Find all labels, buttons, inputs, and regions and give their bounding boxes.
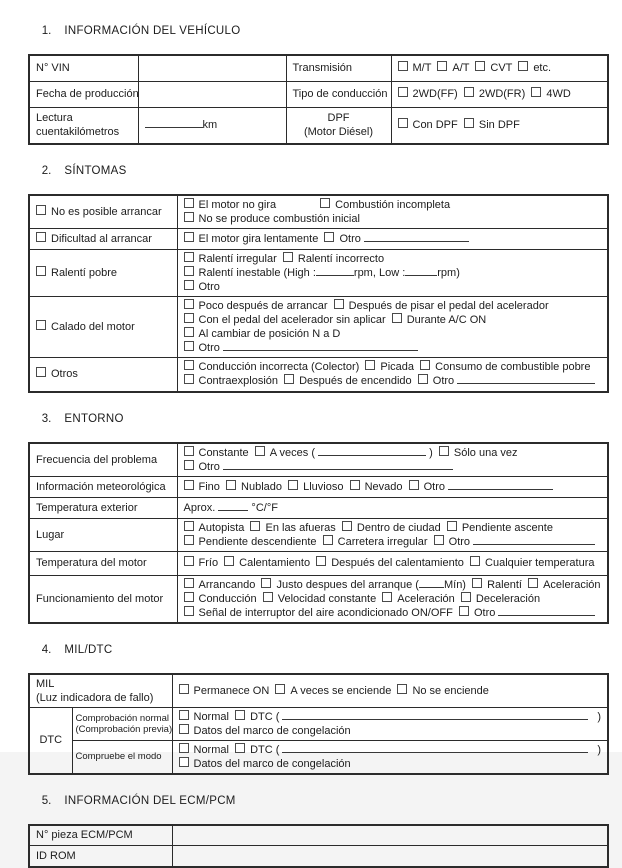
checkbox-icon[interactable] xyxy=(447,521,457,531)
form-cell xyxy=(286,107,391,144)
cell-text: Ralentí pobre xyxy=(51,267,118,279)
cell-text: Datos del marco de congelación xyxy=(193,757,351,770)
checkbox-icon[interactable] xyxy=(324,232,334,242)
blank-line[interactable] xyxy=(282,716,588,720)
cell-text: N° VIN xyxy=(36,62,70,75)
form-cell xyxy=(29,674,172,708)
blank-line[interactable] xyxy=(282,749,588,753)
checkbox-icon[interactable] xyxy=(184,299,194,309)
cell-text: Compruebe el modo xyxy=(75,751,162,762)
cell-text: Durante A/C ON xyxy=(406,314,487,326)
checkbox-icon[interactable] xyxy=(179,684,189,694)
form-table-2 xyxy=(28,194,609,393)
form-table-5 xyxy=(28,824,609,868)
checkbox-icon[interactable] xyxy=(36,205,46,215)
form-cell xyxy=(172,846,608,867)
checkbox-icon[interactable] xyxy=(518,61,528,71)
checkbox-icon[interactable] xyxy=(184,252,194,262)
cell-text: Transmisión xyxy=(292,62,352,75)
form-cell xyxy=(29,575,177,623)
section-heading xyxy=(29,401,608,437)
cell-text: Aprox. xyxy=(183,501,219,514)
checkbox-icon[interactable] xyxy=(342,521,352,531)
checkbox-icon[interactable] xyxy=(250,521,260,531)
section-title: SÍNTOMAS xyxy=(64,165,127,177)
checkbox-icon[interactable] xyxy=(472,578,482,588)
form-cell xyxy=(177,518,608,551)
cell-text: Permanece ON xyxy=(193,684,276,697)
cell-text: ) xyxy=(594,743,601,756)
checkbox-icon[interactable] xyxy=(184,266,194,276)
cell-text: Sin DPF xyxy=(478,119,520,132)
form-table-4 xyxy=(28,673,609,775)
cell-text: Aceleración xyxy=(543,578,601,591)
form-cell xyxy=(29,707,72,774)
form-cell xyxy=(391,55,608,81)
checkbox-icon[interactable] xyxy=(275,684,285,694)
cell-text: Calentamiento xyxy=(239,557,317,569)
form-cell xyxy=(286,55,391,81)
form-cell xyxy=(177,551,608,575)
cell-text: Otro xyxy=(423,480,449,493)
checkbox-icon[interactable] xyxy=(365,360,375,370)
checkbox-icon[interactable] xyxy=(184,374,194,384)
cell-text: Contraexplosión xyxy=(198,375,285,388)
checkbox-icon[interactable] xyxy=(184,535,194,545)
section-heading xyxy=(29,783,608,819)
table-row xyxy=(29,81,608,107)
cell-text: ) xyxy=(594,710,601,723)
blank-line[interactable] xyxy=(318,452,426,456)
cell-text: Dentro de ciudad xyxy=(356,521,447,534)
table-row xyxy=(29,674,608,708)
cell-text: Otro xyxy=(198,281,220,293)
cell-text: ) xyxy=(426,446,439,459)
checkbox-icon[interactable] xyxy=(184,521,194,531)
vehicle-info-table-container xyxy=(28,54,608,145)
cell-text: Nublado xyxy=(241,480,289,493)
form-cell xyxy=(72,740,172,774)
blank-line[interactable] xyxy=(405,272,437,276)
checkbox-icon[interactable] xyxy=(255,446,265,456)
form-cell xyxy=(29,497,177,518)
checkbox-icon[interactable] xyxy=(397,684,407,694)
checkbox-icon[interactable] xyxy=(184,341,194,351)
cell-text: Comprobación normal xyxy=(75,712,169,724)
table-row xyxy=(29,250,608,297)
form-cell xyxy=(138,55,286,81)
form-cell xyxy=(29,825,172,846)
form-cell xyxy=(72,707,172,740)
cell-text: Frío xyxy=(198,557,225,569)
cell-text: km xyxy=(202,119,218,132)
checkbox-icon[interactable] xyxy=(179,710,189,720)
checkbox-icon[interactable] xyxy=(184,280,194,290)
cell-text: ID ROM xyxy=(36,849,76,862)
checkbox-icon[interactable] xyxy=(316,556,326,566)
checkbox-icon[interactable] xyxy=(184,198,194,208)
form-cell xyxy=(177,443,608,477)
form-cell xyxy=(138,81,286,107)
form-cell xyxy=(29,551,177,575)
cell-text: Lectura xyxy=(36,112,73,125)
cell-text: Otro xyxy=(198,342,223,354)
checkbox-icon[interactable] xyxy=(224,556,234,566)
checkbox-icon[interactable] xyxy=(350,480,360,490)
table-row xyxy=(29,107,608,144)
blank-line[interactable] xyxy=(448,486,553,490)
section-number: 2. xyxy=(41,165,52,177)
form-cell xyxy=(29,55,138,81)
cell-text: Normal xyxy=(193,710,236,723)
cell-text: 2WD(FF) xyxy=(412,88,464,100)
table-row xyxy=(29,575,608,623)
cell-text: Conducción xyxy=(198,592,263,605)
checkbox-icon[interactable] xyxy=(36,232,46,242)
checkbox-icon[interactable] xyxy=(184,460,194,470)
environment-table-container xyxy=(28,442,608,624)
checkbox-icon[interactable] xyxy=(184,480,194,490)
cell-text: (Motor Diésel) xyxy=(303,126,374,139)
cell-text: etc. xyxy=(533,62,552,75)
checkbox-icon[interactable] xyxy=(179,757,189,767)
section-title: INFORMACIÓN DEL ECM/PCM xyxy=(64,794,236,807)
checkbox-icon[interactable] xyxy=(392,313,402,323)
cell-text: El motor gira lentamente xyxy=(198,233,325,245)
form-cell xyxy=(177,297,608,358)
cell-text: Al cambiar de posición N a D xyxy=(198,328,341,340)
cell-text: Después del calentamiento xyxy=(331,557,471,569)
cell-text: Otros xyxy=(51,368,78,381)
checkbox-icon[interactable] xyxy=(420,360,430,370)
form-cell xyxy=(29,229,177,250)
cell-text: Después de pisar el pedal del acelerador xyxy=(348,300,549,312)
form-cell xyxy=(29,476,177,497)
cell-text: Pendiente descendiente xyxy=(198,535,323,548)
checkbox-icon[interactable] xyxy=(36,266,46,276)
blank-line[interactable] xyxy=(218,507,248,511)
form-table-3 xyxy=(28,442,609,624)
cell-text: CVT xyxy=(490,62,519,75)
cell-text: Dificultad al arrancar xyxy=(51,233,152,245)
checkbox-icon[interactable] xyxy=(184,212,194,222)
cell-text: Pendiente ascente xyxy=(461,521,553,534)
mil-dtc-table-container xyxy=(28,673,608,775)
cell-text: Picada xyxy=(380,361,421,374)
checkbox-icon[interactable] xyxy=(418,374,428,384)
cell-text: Deceleración xyxy=(475,592,541,605)
table-row xyxy=(29,358,608,392)
cell-text: DPF xyxy=(327,112,350,125)
checkbox-icon[interactable] xyxy=(184,606,194,616)
cell-text: Aceleración xyxy=(397,592,461,605)
cell-text: Cualquier temperatura xyxy=(485,557,595,569)
form-cell xyxy=(177,575,608,623)
form-cell xyxy=(177,497,608,518)
cell-text: (Comprobación previa) xyxy=(75,723,173,735)
checkbox-icon[interactable] xyxy=(531,87,541,97)
checkbox-icon[interactable] xyxy=(184,327,194,337)
checkbox-icon[interactable] xyxy=(434,535,444,545)
cell-text: Combustión incompleta xyxy=(335,199,451,211)
cell-text: DTC xyxy=(39,734,63,746)
cell-text: Señal de interruptor del aire acondicionado ON/OFF xyxy=(198,606,459,619)
form-cell xyxy=(29,195,177,229)
checkbox-icon[interactable] xyxy=(179,724,189,734)
checkbox-icon[interactable] xyxy=(470,556,480,566)
blank-line[interactable] xyxy=(498,612,595,616)
cell-text: Fino xyxy=(198,480,227,493)
cell-text: Calado del motor xyxy=(51,321,135,333)
cell-text: Después de encendido xyxy=(299,375,418,388)
checkbox-icon[interactable] xyxy=(334,299,344,309)
checkbox-icon[interactable] xyxy=(475,61,485,71)
cell-text: No se enciende xyxy=(412,684,489,697)
checkbox-icon[interactable] xyxy=(226,480,236,490)
cell-text: Velocidad constante xyxy=(277,592,383,605)
cell-text: A/T xyxy=(452,62,476,75)
checkbox-icon[interactable] xyxy=(179,743,189,753)
table-row xyxy=(29,825,608,846)
cell-text: DTC ( xyxy=(250,710,283,723)
cell-text: No se produce combustión inicial xyxy=(198,213,360,225)
checkbox-icon[interactable] xyxy=(323,535,333,545)
form-cell xyxy=(29,518,177,551)
cell-text: Otro xyxy=(473,606,499,619)
cell-text: No es posible arrancar xyxy=(51,206,162,218)
section-number: 3. xyxy=(41,412,52,425)
checkbox-icon[interactable] xyxy=(184,578,194,588)
cell-text: Temperatura del motor xyxy=(36,557,147,569)
cell-text: Tipo de conducción xyxy=(292,88,388,100)
form-cell xyxy=(177,250,608,297)
table-row xyxy=(29,497,608,518)
cell-text: Sólo una vez xyxy=(453,446,518,459)
checkbox-icon[interactable] xyxy=(184,446,194,456)
cell-text: El motor no gira xyxy=(198,199,277,211)
form-cell xyxy=(29,107,138,144)
section-heading xyxy=(29,153,608,189)
table-row xyxy=(29,518,608,551)
cell-text: Justo despues del arranque ( xyxy=(276,578,419,591)
table-row xyxy=(29,707,608,740)
blank-line[interactable] xyxy=(364,238,469,242)
cell-text: Otro xyxy=(198,460,223,473)
cell-text: Constante xyxy=(198,446,255,459)
cell-text: Conducción incorrecta (Colector) xyxy=(198,361,366,374)
cell-text: Carretera irregular xyxy=(337,535,434,548)
cell-text: Información meteorológica xyxy=(36,480,166,493)
checkbox-icon[interactable] xyxy=(398,118,408,128)
checkbox-icon[interactable] xyxy=(382,592,392,602)
checkbox-icon[interactable] xyxy=(320,198,330,208)
blank-line[interactable] xyxy=(316,272,354,276)
checkbox-icon[interactable] xyxy=(437,61,447,71)
cell-text: °C/°F xyxy=(248,501,278,514)
table-row xyxy=(29,55,608,81)
cell-text: N° pieza ECM/PCM xyxy=(36,829,133,842)
cell-text: Mín) xyxy=(443,578,473,591)
cell-text: Con DPF xyxy=(412,119,464,132)
checkbox-icon[interactable] xyxy=(398,87,408,97)
table-row xyxy=(29,229,608,250)
cell-text: A veces se enciende xyxy=(290,684,398,697)
cell-text: Normal xyxy=(193,743,236,756)
checkbox-icon[interactable] xyxy=(36,367,46,377)
section-title: INFORMACIÓN DEL VEHÍCULO xyxy=(64,25,241,37)
checkbox-icon[interactable] xyxy=(184,556,194,566)
table-row xyxy=(29,740,608,774)
section-heading xyxy=(29,13,608,49)
checkbox-icon[interactable] xyxy=(235,710,245,720)
form-cell xyxy=(172,740,608,774)
blank-line[interactable] xyxy=(223,347,418,351)
section-number: 4. xyxy=(41,643,52,656)
ecm-pcm-table-container xyxy=(28,824,608,868)
cell-text: cuentakilómetros xyxy=(36,126,120,139)
table-row xyxy=(29,443,608,477)
section-title: MIL/DTC xyxy=(64,643,113,656)
cell-text: Ralentí inestable (High : xyxy=(198,267,316,279)
cell-text: M/T xyxy=(412,62,438,75)
section-number: 1. xyxy=(41,25,52,37)
form-cell xyxy=(391,107,608,144)
cell-text: Datos del marco de congelación xyxy=(193,724,351,737)
cell-text: Otro xyxy=(448,535,474,548)
cell-text: Lugar xyxy=(36,528,65,541)
form-cell xyxy=(172,825,608,846)
checkbox-icon[interactable] xyxy=(439,446,449,456)
form-cell xyxy=(29,81,138,107)
checkbox-icon[interactable] xyxy=(263,592,273,602)
form-cell xyxy=(177,358,608,392)
section-title: ENTORNO xyxy=(64,412,124,425)
checkbox-icon[interactable] xyxy=(184,360,194,370)
table-row xyxy=(29,551,608,575)
cell-text: 4WD xyxy=(546,88,571,100)
cell-text: (Luz indicadora de fallo) xyxy=(36,691,154,704)
cell-text: Otro xyxy=(339,233,364,245)
checkbox-icon[interactable] xyxy=(184,232,194,242)
section-heading xyxy=(29,632,608,668)
blank-line[interactable] xyxy=(419,584,444,588)
cell-text: 2WD(FR) xyxy=(478,88,532,100)
checkbox-icon[interactable] xyxy=(261,578,271,588)
checkbox-icon[interactable] xyxy=(461,592,471,602)
form-cell xyxy=(177,476,608,497)
cell-text: A veces ( xyxy=(269,446,319,459)
cell-text: Con el pedal del acelerador sin aplicar xyxy=(198,314,392,326)
checkbox-icon[interactable] xyxy=(464,87,474,97)
form-cell xyxy=(286,81,391,107)
cell-text: Frecuencia del problema xyxy=(36,453,158,466)
cell-text: rpm) xyxy=(437,267,460,279)
form-cell xyxy=(172,674,608,708)
cell-text: Nevado xyxy=(364,480,409,493)
symptoms-table-container xyxy=(28,194,608,393)
blank-line[interactable] xyxy=(145,124,203,128)
checkbox-icon[interactable] xyxy=(284,374,294,384)
form-cell xyxy=(172,707,608,740)
form-cell xyxy=(29,358,177,392)
checkbox-icon[interactable] xyxy=(283,252,293,262)
cell-text: Lluvioso xyxy=(303,480,350,493)
cell-text: Fecha de producción xyxy=(36,88,139,100)
form-cell xyxy=(29,250,177,297)
checkbox-icon[interactable] xyxy=(184,313,194,323)
checkbox-icon[interactable] xyxy=(184,592,194,602)
cell-text: DTC ( xyxy=(250,743,283,756)
form-cell xyxy=(29,443,177,477)
blank-line[interactable] xyxy=(473,541,595,545)
form-cell xyxy=(29,846,172,867)
blank-line[interactable] xyxy=(223,466,453,470)
cell-text: MIL xyxy=(36,677,55,690)
blank-line[interactable] xyxy=(457,380,595,384)
form-table-1 xyxy=(28,54,609,145)
cell-text: Ralentí incorrecto xyxy=(297,253,385,265)
checkbox-icon[interactable] xyxy=(409,480,419,490)
form-cell xyxy=(29,297,177,358)
table-row xyxy=(29,297,608,358)
cell-text: Temperatura exterior xyxy=(36,501,138,514)
cell-text: Ralentí xyxy=(487,578,529,591)
cell-text: Otro xyxy=(432,375,458,388)
cell-text: Funcionamiento del motor xyxy=(36,592,164,605)
table-row xyxy=(29,476,608,497)
checkbox-icon[interactable] xyxy=(459,606,469,616)
cell-text: rpm, Low : xyxy=(353,267,406,279)
cell-text: Ralentí irregular xyxy=(198,253,283,265)
cell-text: Poco después de arrancar xyxy=(198,300,334,312)
cell-text: En las afueras xyxy=(265,521,342,534)
cell-text: Arrancando xyxy=(198,578,262,591)
checkbox-icon[interactable] xyxy=(235,743,245,753)
checkbox-icon[interactable] xyxy=(528,578,538,588)
cell-text: Autopista xyxy=(198,521,251,534)
table-row xyxy=(29,195,608,229)
table-row xyxy=(29,846,608,867)
form-cell xyxy=(138,107,286,144)
form-cell xyxy=(391,81,608,107)
checkbox-icon[interactable] xyxy=(398,61,408,71)
form-cell xyxy=(177,229,608,250)
form-cell xyxy=(177,195,608,229)
checkbox-icon[interactable] xyxy=(36,320,46,330)
checkbox-icon[interactable] xyxy=(288,480,298,490)
section-number: 5. xyxy=(41,794,52,807)
cell-text: Consumo de combustible pobre xyxy=(435,361,591,374)
checkbox-icon[interactable] xyxy=(464,118,474,128)
